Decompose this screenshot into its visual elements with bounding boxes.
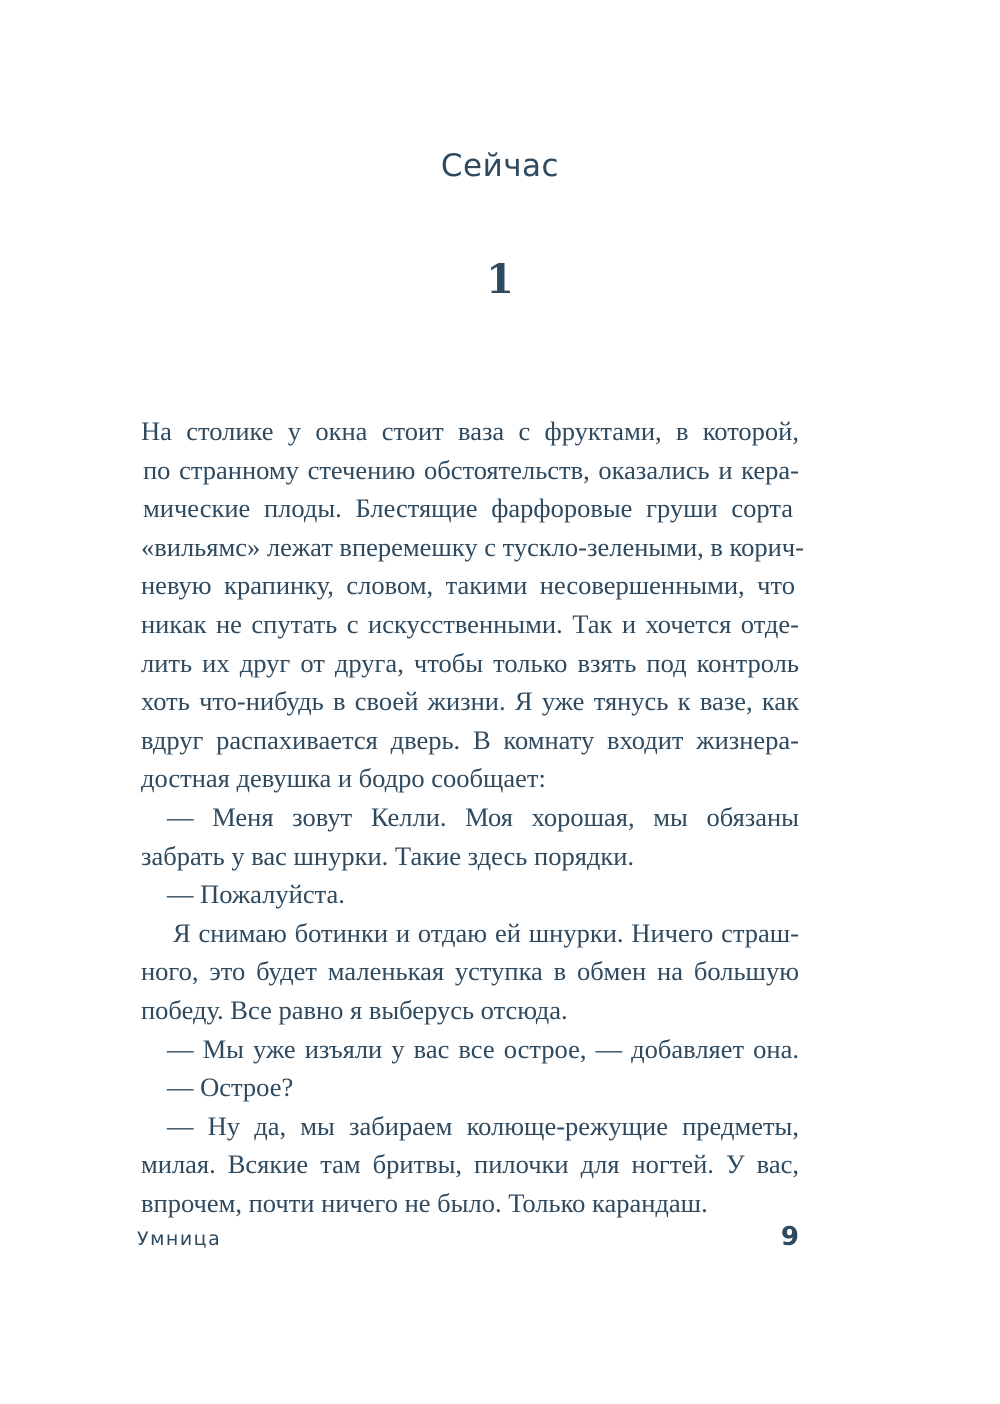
text-line: достная девушка и бодро сообщает:: [141, 763, 546, 794]
dialogue-line: — Пожалуйста.: [167, 879, 345, 910]
text-line: никак не спутать с искусственными. Так и хочется отде-: [141, 608, 799, 639]
text-line: лить их друг от друга, чтобы только взять под контроль: [141, 647, 799, 678]
dialogue-line: — Меня зовут Келли. Моя хорошая, мы обязаны: [167, 801, 799, 832]
page-number: 9: [780, 1222, 799, 1252]
dialogue-line: — Ну да, мы забираем колюще-режущие предметы,: [167, 1110, 799, 1141]
text-line: забрать у вас шнурки. Такие здесь порядки.: [141, 840, 635, 871]
text-line: Я снимаю ботинки и отдаю ей шнурки. Ничего страш-: [173, 917, 799, 948]
dialogue-line: — Мы уже изъяли у вас все острое, — добавляет она.: [167, 1033, 799, 1064]
text-line: вдруг распахивается дверь. В комнату входит жизнера-: [141, 724, 799, 755]
part-title: Сейчас: [440, 148, 560, 184]
text-line: по странному стечению обстоятельств, оказались и кера-: [143, 454, 799, 485]
text-line: победу. Все равно я выберусь отсюда.: [141, 994, 568, 1025]
body-text: [141, 412, 804, 1222]
text-line: ного, это будет маленькая уступка в обмен на большую: [141, 956, 799, 987]
text-line: мические плоды. Блестящие фарфоровые груши сорта: [143, 493, 793, 524]
text-line: хоть что-нибудь в своей жизни. Я уже тянусь к вазе, как: [141, 686, 799, 717]
text-line: впрочем, почти ничего не было. Только карандаш.: [141, 1187, 708, 1218]
chapter-number: 1: [486, 256, 514, 303]
text-line: милая. Всякие там бритвы, пилочки для ногтей. У вас,: [141, 1149, 799, 1180]
text-line: На столике у окна стоит ваза с фруктами, в которой,: [141, 416, 799, 446]
dialogue-line: — Острое?: [167, 1072, 294, 1103]
text-line: невую крапинку, словом, такими несовершенными, что: [141, 570, 795, 601]
text-line: «вильямс» лежат вперемешку с тускло-зелеными, в корич-: [141, 531, 804, 562]
running-footer-title: Умница: [137, 1228, 222, 1250]
